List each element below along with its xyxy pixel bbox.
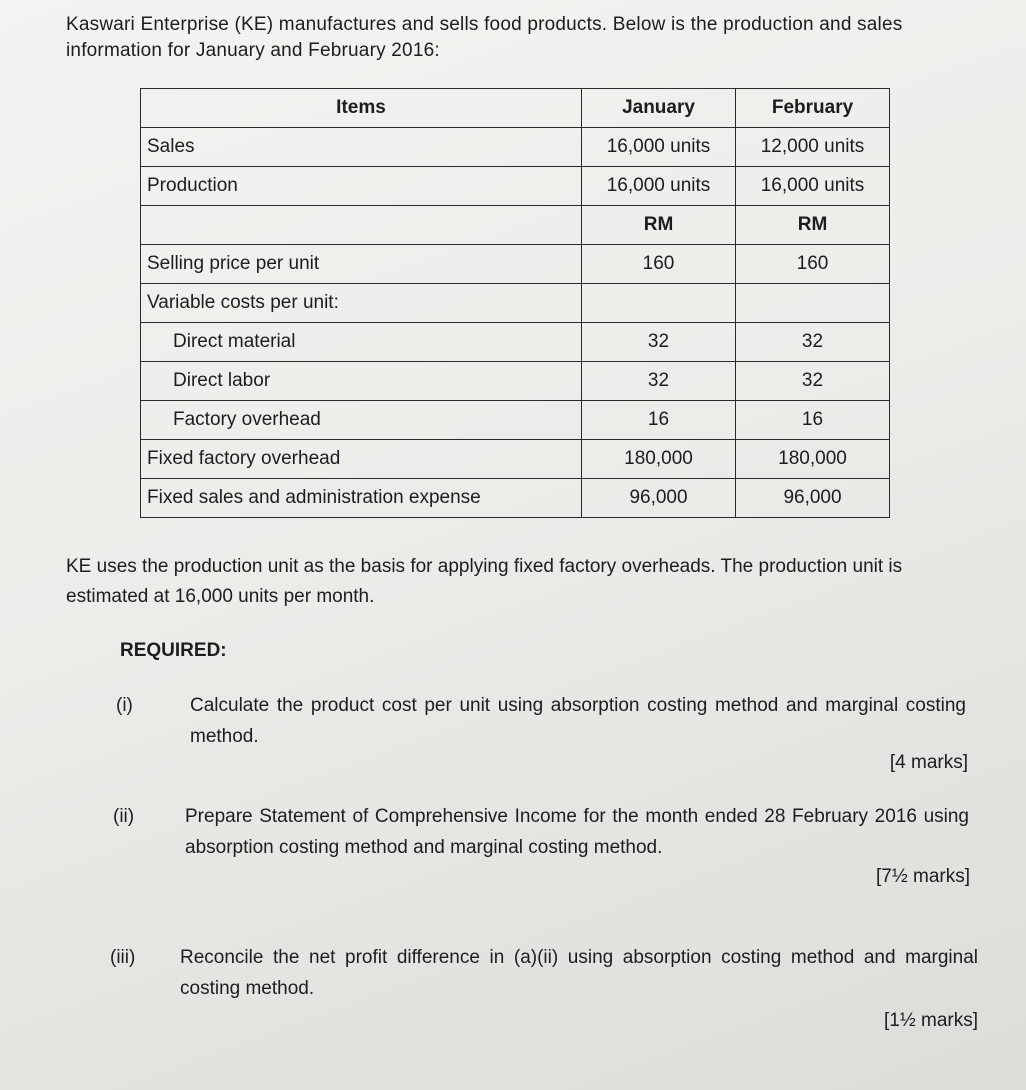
row-january: RM <box>582 206 736 245</box>
row-february: RM <box>736 206 890 245</box>
row-january: 16,000 units <box>582 128 736 167</box>
intro-paragraph: Kaswari Enterprise (KE) manufactures and sells food products. Below is the production and sales information for January and February 2016: <box>66 14 903 61</box>
table-row <box>141 440 890 479</box>
table-row <box>141 206 890 245</box>
row-january: 180,000 <box>582 440 736 479</box>
question-marks: [7½ marks] <box>876 866 970 887</box>
row-february: 32 <box>736 362 890 401</box>
question-text: Prepare Statement of Comprehensive Income for the month ended 28 February 2016 using absorption costing method and marginal costing method. <box>185 806 969 858</box>
row-item <box>141 206 582 245</box>
question-3 <box>110 942 978 1004</box>
row-january: 16 <box>582 401 736 440</box>
note-paragraph: KE uses the production unit as the basis for applying fixed factory overheads. The production unit is estimated at 16,000 units per month. <box>66 556 903 607</box>
table-row <box>141 323 890 362</box>
row-february: 180,000 <box>736 440 890 479</box>
row-item: Variable costs per unit: <box>141 284 582 323</box>
question-text: Reconcile the net profit difference in (a)(ii) using absorption costing method and marginal costing method. <box>180 947 978 999</box>
header-february: February <box>736 89 890 128</box>
row-january: 160 <box>582 245 736 284</box>
row-january: 16,000 units <box>582 167 736 206</box>
row-january: 32 <box>582 323 736 362</box>
required-heading: REQUIRED: <box>120 640 227 661</box>
table-row <box>141 479 890 518</box>
table-header-row <box>141 89 890 128</box>
row-january: 96,000 <box>582 479 736 518</box>
row-february: 16,000 units <box>736 167 890 206</box>
row-january: 32 <box>582 362 736 401</box>
row-february <box>736 284 890 323</box>
header-items: Items <box>141 89 582 128</box>
row-item: Factory overhead <box>141 401 582 440</box>
table-row <box>141 401 890 440</box>
row-february: 160 <box>736 245 890 284</box>
table-row <box>141 128 890 167</box>
table-row <box>141 245 890 284</box>
question-number: (ii) <box>113 806 135 827</box>
table-row <box>141 362 890 401</box>
table-row <box>141 284 890 323</box>
question-number: (iii) <box>110 947 136 968</box>
row-february: 96,000 <box>736 479 890 518</box>
table-row <box>141 167 890 206</box>
question-1 <box>116 690 966 752</box>
row-february: 16 <box>736 401 890 440</box>
row-item: Selling price per unit <box>141 245 582 284</box>
production-sales-table <box>140 88 890 518</box>
row-item: Fixed factory overhead <box>141 440 582 479</box>
header-january: January <box>582 89 736 128</box>
row-item: Production <box>141 167 582 206</box>
question-2 <box>113 801 969 863</box>
question-marks: [1½ marks] <box>884 1010 978 1031</box>
question-marks: [4 marks] <box>889 752 968 773</box>
row-item: Direct labor <box>141 362 582 401</box>
row-item: Sales <box>141 128 582 167</box>
question-number: (i) <box>116 695 133 716</box>
question-text: Calculate the product cost per unit using absorption costing method and marginal costing method. <box>190 695 966 747</box>
row-item: Fixed sales and administration expense <box>141 479 582 518</box>
row-item: Direct material <box>141 323 582 362</box>
row-february: 12,000 units <box>736 128 890 167</box>
row-january <box>582 284 736 323</box>
row-february: 32 <box>736 323 890 362</box>
